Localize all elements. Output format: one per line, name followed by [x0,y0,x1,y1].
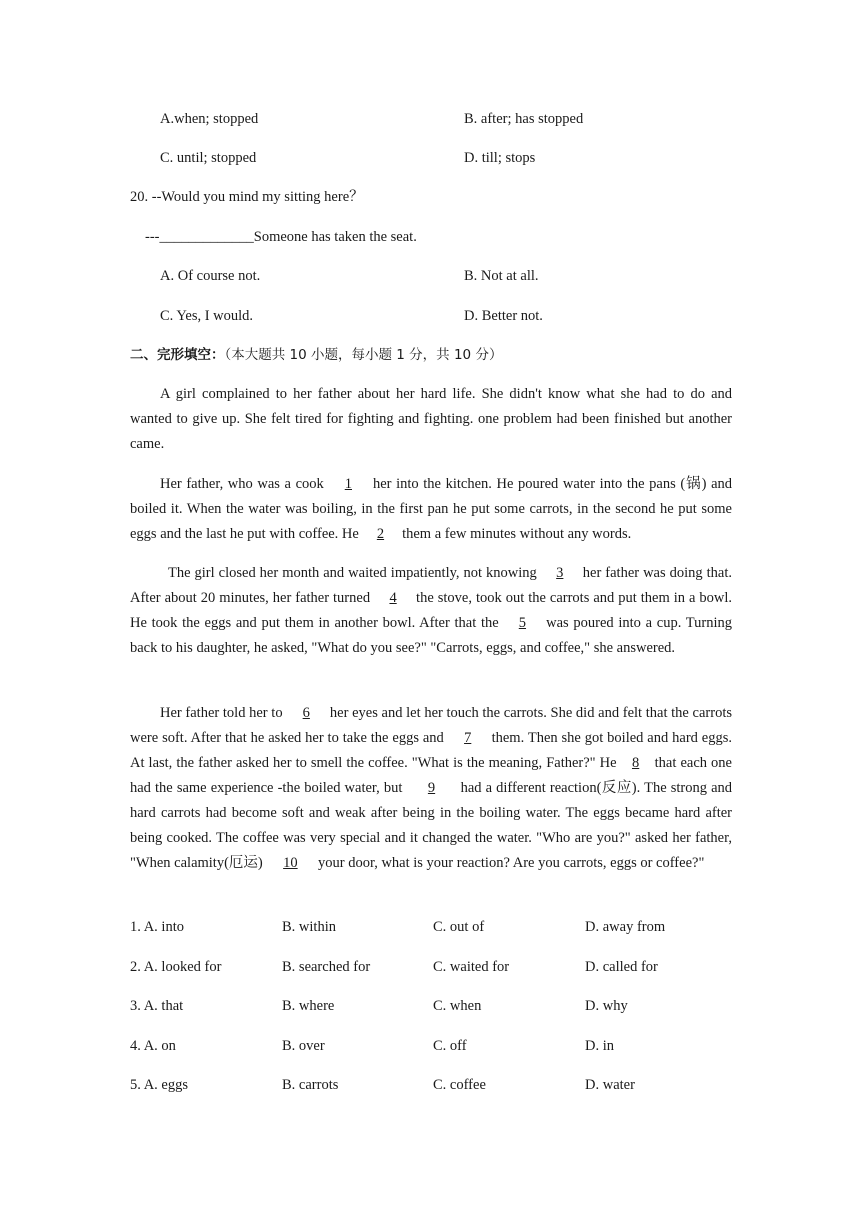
q20-option-a: A. Of course not. [160,268,261,284]
q20-reply-blank: _____________ [159,229,254,245]
blank-1: 1 [344,476,352,492]
passage-paragraph-1 [130,382,732,457]
passage-paragraph-4 [130,701,732,876]
q5-option-d: D. water [585,1077,635,1093]
section-title: 二、完形填空： [130,347,225,363]
p3-text-b: her father was doing that. After about 20 minutes, her father turned [130,565,732,606]
q1-option-c: C. out of [433,919,485,935]
q3-option-b: B. where [282,998,335,1014]
q5-option-a: 5. A. eggs [130,1077,188,1093]
q19-option-b: B. after; has stopped [464,111,584,127]
q5-option-b: B. carrots [282,1077,339,1093]
q1-option-a: 1. A. into [130,919,184,935]
blank-3: 3 [556,565,564,581]
blank-10: 10 [283,855,298,871]
q4-option-a: 4. A. on [130,1038,176,1054]
q20-reply-prefix: --- [145,229,160,245]
q19-option-a: A.when; stopped [160,111,259,127]
q1-option-b: B. within [282,919,336,935]
q20-reply [145,227,417,247]
q20-option-d: D. Better not. [464,308,543,324]
p4-text-d: that each one had the same experience -the boiled water, but [130,755,732,796]
q4-option-d: D. in [585,1038,614,1054]
q3-option-c: C. when [433,998,482,1014]
blank-2: 2 [376,526,385,542]
q2-option-b: B. searched for [282,959,371,975]
blank-8: 8 [631,755,640,771]
p4-text-a: Her father told her to [160,705,287,721]
q19-option-d: D. till; stops [464,150,536,166]
q2-option-a: 2. A. looked for [130,959,222,975]
p2-text-b: her into the kitchen. He poured water into the pans (锅) and boiled it. When the water was boiling, in the first pan he put some carrots, in the second he put some eggs and the last he put with coffee. He [130,476,733,542]
blank-6: 6 [302,705,310,721]
q2-option-d: D. called for [585,959,658,975]
q20-option-b: B. Not at all. [464,268,539,284]
q2-option-c: C. waited for [433,959,510,975]
p2-text-a: Her father, who was a cook [160,476,329,492]
blank-5: 5 [518,615,527,631]
passage-p1-text: A girl complained to her father about her hard life. She didn't know what she had to do and wanted to give up. She felt tired for fighting and fighting. one problem had been finished but another came. [130,386,732,452]
q3-option-d: D. why [585,998,628,1014]
q20-stem: 20. --Would you mind my sitting here？ [130,189,364,205]
p3-text-d: was poured into a cup. Turning back to his daughter, he asked, "What do you see?" "Carrots, eggs, and coffee," she answered. [130,615,732,656]
q19-option-c: C. until; stopped [160,150,257,166]
q4-option-b: B. over [282,1038,325,1054]
p2-text-c: them a few minutes without any words. [398,526,632,542]
passage-paragraph-2 [130,472,732,547]
p4-text-b: her eyes and let her touch the carrots. She did and felt that the carrots were soft. After that he asked her to take the eggs and [130,705,732,746]
q5-option-c: C. coffee [433,1077,486,1093]
blank-7: 7 [464,730,472,746]
p4-text-c: them. Then she got boiled and hard eggs. At last, the father asked her to smell the coffee. "What is the meaning, Father?" He [130,730,732,771]
p4-text-f: your door, what is your reaction? Are you carrots, eggs or coffee?" [314,855,705,871]
section-note: （本大题共 10 小题，每小题 1 分，共 10 分） [224,347,503,363]
blank-4: 4 [389,590,397,606]
q4-option-c: C. off [433,1038,467,1054]
blank-9: 9 [427,780,436,796]
p4-text-e: had a different reaction(反应). The strong and hard carrots had become soft and weak after being in the boiling water. The eggs became hard after being cooked. The coffee was very special and it changed the water. "Who are you?" asked her father, "When calamity(厄运) [130,780,733,871]
q20-reply-rest: Someone has taken the seat. [253,229,417,245]
p3-text-a: The girl closed her month and waited impatiently, not knowing [168,565,541,581]
passage-paragraph-3 [130,561,732,661]
q3-option-a: 3. A. that [130,998,184,1014]
section-heading [130,345,502,365]
p3-text-c: the stove, took out the carrots and put them in a bowl. He took the eggs and put them in another bowl. After that the [130,590,733,631]
q1-option-d: D. away from [585,919,666,935]
q20-option-c: C. Yes, I would. [160,308,254,324]
